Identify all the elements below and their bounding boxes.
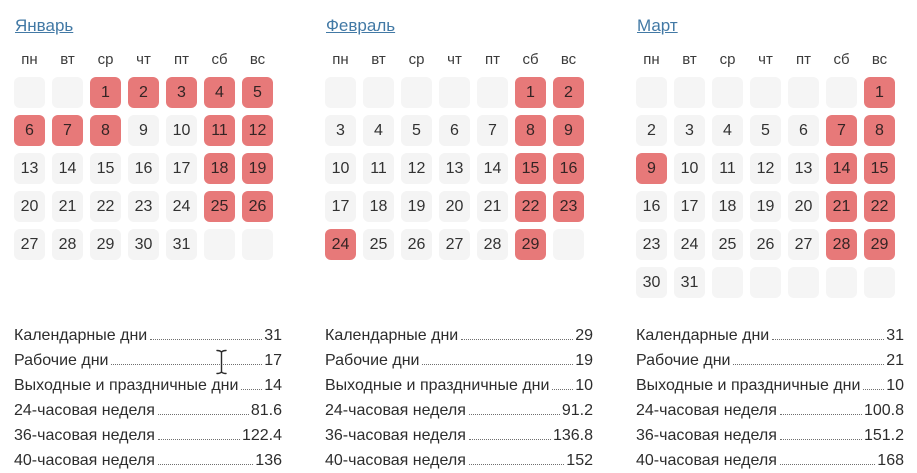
weekday-label: чт bbox=[447, 51, 462, 68]
weekday-label: пн bbox=[643, 51, 660, 68]
day-cell-empty bbox=[826, 77, 857, 108]
month-link[interactable]: Февраль bbox=[326, 16, 396, 35]
weekday-label: ср bbox=[97, 51, 114, 68]
stat-row bbox=[14, 423, 282, 448]
day-cell-empty bbox=[826, 267, 857, 298]
stat-value: 10 bbox=[886, 377, 904, 394]
day-cell: 19 bbox=[401, 191, 432, 222]
day-cell-holiday: 22 bbox=[515, 191, 546, 222]
day-cell-holiday: 14 bbox=[826, 153, 857, 184]
weekday-label: вс bbox=[249, 51, 266, 68]
day-cell: 10 bbox=[325, 153, 356, 184]
weekday-header-row bbox=[636, 51, 904, 68]
day-cell-empty bbox=[325, 77, 356, 108]
day-cell-holiday: 26 bbox=[242, 191, 273, 222]
stat-row bbox=[325, 323, 593, 348]
day-cell: 24 bbox=[674, 229, 705, 260]
stat-label: Календарные дни bbox=[14, 327, 148, 344]
month-stats bbox=[14, 323, 282, 473]
day-cell: 26 bbox=[401, 229, 432, 260]
stat-row bbox=[325, 348, 593, 373]
month-stats bbox=[325, 323, 593, 473]
stat-value: 151.2 bbox=[863, 427, 904, 444]
month-stats bbox=[636, 323, 904, 473]
day-cell: 20 bbox=[788, 191, 819, 222]
day-cell: 5 bbox=[401, 115, 432, 146]
day-cell: 20 bbox=[14, 191, 45, 222]
stat-value: 21 bbox=[886, 352, 904, 369]
day-cell-empty bbox=[242, 229, 273, 260]
stat-row bbox=[636, 398, 904, 423]
month-block bbox=[14, 16, 282, 473]
month-link[interactable]: Март bbox=[637, 16, 678, 35]
weekday-label: сб bbox=[833, 51, 850, 68]
stat-label: Выходные и праздничные дни bbox=[636, 377, 861, 394]
dotted-leader bbox=[158, 439, 240, 440]
day-cell: 14 bbox=[477, 153, 508, 184]
day-cell-holiday: 15 bbox=[515, 153, 546, 184]
day-cell-holiday: 16 bbox=[553, 153, 584, 184]
day-cell: 7 bbox=[477, 115, 508, 146]
stat-row bbox=[14, 448, 282, 473]
day-cell-empty bbox=[864, 267, 895, 298]
weekday-label: вт bbox=[371, 51, 386, 68]
stat-value: 91.2 bbox=[561, 402, 593, 419]
day-cell: 5 bbox=[750, 115, 781, 146]
stat-label: 24-часовая неделя bbox=[636, 402, 777, 419]
stat-row bbox=[14, 373, 282, 398]
day-cell-holiday: 29 bbox=[515, 229, 546, 260]
day-cell: 3 bbox=[674, 115, 705, 146]
day-cell-holiday: 2 bbox=[553, 77, 584, 108]
stat-value: 10 bbox=[575, 377, 593, 394]
day-cell: 31 bbox=[166, 229, 197, 260]
day-cell: 20 bbox=[439, 191, 470, 222]
month-block bbox=[636, 16, 904, 473]
stat-label: 40-часовая неделя bbox=[14, 452, 155, 469]
day-cell: 3 bbox=[325, 115, 356, 146]
stat-row bbox=[636, 448, 904, 473]
stat-label: Календарные дни bbox=[325, 327, 459, 344]
day-cell-holiday: 18 bbox=[204, 153, 235, 184]
day-cell: 17 bbox=[325, 191, 356, 222]
day-cell: 6 bbox=[439, 115, 470, 146]
stat-row bbox=[636, 323, 904, 348]
day-cell: 23 bbox=[636, 229, 667, 260]
dotted-leader bbox=[469, 414, 560, 415]
day-cell: 30 bbox=[636, 267, 667, 298]
day-cell: 22 bbox=[90, 191, 121, 222]
day-cell: 6 bbox=[788, 115, 819, 146]
weekday-label: вт bbox=[682, 51, 697, 68]
day-cell: 10 bbox=[674, 153, 705, 184]
stat-row bbox=[636, 423, 904, 448]
day-cell-holiday: 1 bbox=[90, 77, 121, 108]
day-cell: 4 bbox=[712, 115, 743, 146]
day-cell-empty bbox=[204, 229, 235, 260]
stat-value: 29 bbox=[575, 327, 593, 344]
day-cell: 13 bbox=[14, 153, 45, 184]
day-cell-holiday: 3 bbox=[166, 77, 197, 108]
day-cell-empty bbox=[14, 77, 45, 108]
stat-row bbox=[325, 448, 593, 473]
stat-row bbox=[636, 348, 904, 373]
stat-label: Выходные и праздничные дни bbox=[14, 377, 239, 394]
calendar-grid bbox=[636, 77, 904, 298]
weekday-label: сб bbox=[522, 51, 539, 68]
day-cell: 19 bbox=[750, 191, 781, 222]
stat-value: 100.8 bbox=[863, 402, 904, 419]
day-cell-holiday: 22 bbox=[864, 191, 895, 222]
calendar-grid bbox=[14, 77, 282, 298]
stat-label: Рабочие дни bbox=[636, 352, 731, 369]
day-cell: 31 bbox=[674, 267, 705, 298]
day-cell: 10 bbox=[166, 115, 197, 146]
weekday-header-row bbox=[14, 51, 282, 68]
day-cell-holiday: 8 bbox=[90, 115, 121, 146]
stat-value: 122.4 bbox=[241, 427, 282, 444]
stat-label: 36-часовая неделя bbox=[636, 427, 777, 444]
dotted-leader bbox=[461, 339, 573, 340]
month-link[interactable]: Январь bbox=[15, 16, 74, 35]
day-cell-empty bbox=[750, 77, 781, 108]
day-cell-holiday: 25 bbox=[204, 191, 235, 222]
day-cell-empty bbox=[788, 267, 819, 298]
day-cell: 15 bbox=[90, 153, 121, 184]
day-cell: 17 bbox=[166, 153, 197, 184]
day-cell-holiday: 21 bbox=[826, 191, 857, 222]
day-cell-holiday: 1 bbox=[864, 77, 895, 108]
day-cell: 12 bbox=[750, 153, 781, 184]
day-cell: 27 bbox=[14, 229, 45, 260]
day-cell-empty bbox=[636, 77, 667, 108]
day-cell: 9 bbox=[128, 115, 159, 146]
dotted-leader bbox=[780, 464, 875, 465]
stat-value: 136.8 bbox=[552, 427, 593, 444]
dotted-leader bbox=[150, 339, 262, 340]
stat-label: Рабочие дни bbox=[325, 352, 420, 369]
stat-value: 31 bbox=[886, 327, 904, 344]
stat-label: Выходные и праздничные дни bbox=[325, 377, 550, 394]
day-cell-holiday: 5 bbox=[242, 77, 273, 108]
weekday-label: чт bbox=[136, 51, 151, 68]
day-cell-holiday: 1 bbox=[515, 77, 546, 108]
weekday-label: вс bbox=[560, 51, 577, 68]
day-cell-holiday: 8 bbox=[864, 115, 895, 146]
stat-value: 17 bbox=[264, 352, 282, 369]
day-cell: 4 bbox=[363, 115, 394, 146]
day-cell: 28 bbox=[52, 229, 83, 260]
day-cell-holiday: 2 bbox=[128, 77, 159, 108]
day-cell-empty bbox=[363, 77, 394, 108]
stat-row bbox=[636, 373, 904, 398]
day-cell: 30 bbox=[128, 229, 159, 260]
day-cell-holiday: 4 bbox=[204, 77, 235, 108]
stat-value: 168 bbox=[877, 452, 904, 469]
stat-value: 31 bbox=[264, 327, 282, 344]
month-block bbox=[325, 16, 593, 473]
day-cell: 11 bbox=[712, 153, 743, 184]
day-cell: 11 bbox=[363, 153, 394, 184]
weekday-header-row bbox=[325, 51, 593, 68]
day-cell: 13 bbox=[788, 153, 819, 184]
day-cell-empty bbox=[788, 77, 819, 108]
day-cell: 26 bbox=[750, 229, 781, 260]
day-cell: 16 bbox=[636, 191, 667, 222]
day-cell: 25 bbox=[363, 229, 394, 260]
dotted-leader bbox=[733, 364, 884, 365]
day-cell: 18 bbox=[712, 191, 743, 222]
day-cell-empty bbox=[439, 77, 470, 108]
weekday-label: пн bbox=[21, 51, 38, 68]
stat-label: 40-часовая неделя bbox=[636, 452, 777, 469]
stat-label: Рабочие дни bbox=[14, 352, 109, 369]
day-cell-empty bbox=[52, 77, 83, 108]
dotted-leader bbox=[111, 364, 262, 365]
day-cell-empty bbox=[712, 77, 743, 108]
day-cell-holiday: 11 bbox=[204, 115, 235, 146]
day-cell: 14 bbox=[52, 153, 83, 184]
stat-row bbox=[325, 423, 593, 448]
weekday-label: ср bbox=[408, 51, 425, 68]
day-cell: 27 bbox=[439, 229, 470, 260]
stat-row bbox=[325, 398, 593, 423]
day-cell-holiday: 9 bbox=[553, 115, 584, 146]
day-cell-empty bbox=[712, 267, 743, 298]
day-cell-empty bbox=[477, 77, 508, 108]
day-cell-holiday: 6 bbox=[14, 115, 45, 146]
day-cell: 25 bbox=[712, 229, 743, 260]
day-cell-holiday: 12 bbox=[242, 115, 273, 146]
day-cell-holiday: 19 bbox=[242, 153, 273, 184]
day-cell: 21 bbox=[52, 191, 83, 222]
weekday-label: пт bbox=[796, 51, 811, 68]
day-cell: 12 bbox=[401, 153, 432, 184]
dotted-leader bbox=[780, 439, 862, 440]
day-cell: 27 bbox=[788, 229, 819, 260]
weekday-label: сб bbox=[211, 51, 228, 68]
day-cell: 13 bbox=[439, 153, 470, 184]
stat-label: 24-часовая неделя bbox=[14, 402, 155, 419]
day-cell-holiday: 28 bbox=[826, 229, 857, 260]
weekday-label: пн bbox=[332, 51, 349, 68]
day-cell-holiday: 15 bbox=[864, 153, 895, 184]
dotted-leader bbox=[469, 464, 564, 465]
stat-label: 40-часовая неделя bbox=[325, 452, 466, 469]
stat-value: 152 bbox=[566, 452, 593, 469]
weekday-label: вт bbox=[60, 51, 75, 68]
stat-row bbox=[14, 348, 282, 373]
stat-value: 14 bbox=[264, 377, 282, 394]
day-cell-holiday: 8 bbox=[515, 115, 546, 146]
day-cell-empty bbox=[401, 77, 432, 108]
day-cell-holiday: 29 bbox=[864, 229, 895, 260]
day-cell-holiday: 7 bbox=[52, 115, 83, 146]
calendar-grid bbox=[325, 77, 593, 298]
day-cell-holiday: 7 bbox=[826, 115, 857, 146]
stat-label: 36-часовая неделя bbox=[325, 427, 466, 444]
dotted-leader bbox=[469, 439, 551, 440]
stat-row bbox=[14, 323, 282, 348]
day-cell: 24 bbox=[166, 191, 197, 222]
weekday-label: пт bbox=[485, 51, 500, 68]
stat-value: 81.6 bbox=[250, 402, 282, 419]
day-cell: 21 bbox=[477, 191, 508, 222]
dotted-leader bbox=[158, 414, 249, 415]
day-cell-empty bbox=[674, 77, 705, 108]
day-cell-holiday: 24 bbox=[325, 229, 356, 260]
dotted-leader bbox=[422, 364, 573, 365]
day-cell: 2 bbox=[636, 115, 667, 146]
stat-row bbox=[325, 373, 593, 398]
stat-value: 19 bbox=[575, 352, 593, 369]
day-cell: 17 bbox=[674, 191, 705, 222]
day-cell-empty bbox=[553, 229, 584, 260]
weekday-label: чт bbox=[758, 51, 773, 68]
day-cell: 18 bbox=[363, 191, 394, 222]
weekday-label: пт bbox=[174, 51, 189, 68]
dotted-leader bbox=[863, 389, 884, 390]
day-cell: 23 bbox=[128, 191, 159, 222]
day-cell-empty bbox=[750, 267, 781, 298]
dotted-leader bbox=[158, 464, 253, 465]
stat-label: Календарные дни bbox=[636, 327, 770, 344]
stat-label: 24-часовая неделя bbox=[325, 402, 466, 419]
dotted-leader bbox=[552, 389, 573, 390]
dotted-leader bbox=[780, 414, 862, 415]
stat-value: 136 bbox=[255, 452, 282, 469]
day-cell: 28 bbox=[477, 229, 508, 260]
day-cell: 29 bbox=[90, 229, 121, 260]
day-cell-holiday: 23 bbox=[553, 191, 584, 222]
weekday-label: вс bbox=[871, 51, 888, 68]
stat-row bbox=[14, 398, 282, 423]
dotted-leader bbox=[241, 389, 262, 390]
weekday-label: ср bbox=[719, 51, 736, 68]
dotted-leader bbox=[772, 339, 884, 340]
day-cell: 16 bbox=[128, 153, 159, 184]
stat-label: 36-часовая неделя bbox=[14, 427, 155, 444]
day-cell-holiday: 9 bbox=[636, 153, 667, 184]
